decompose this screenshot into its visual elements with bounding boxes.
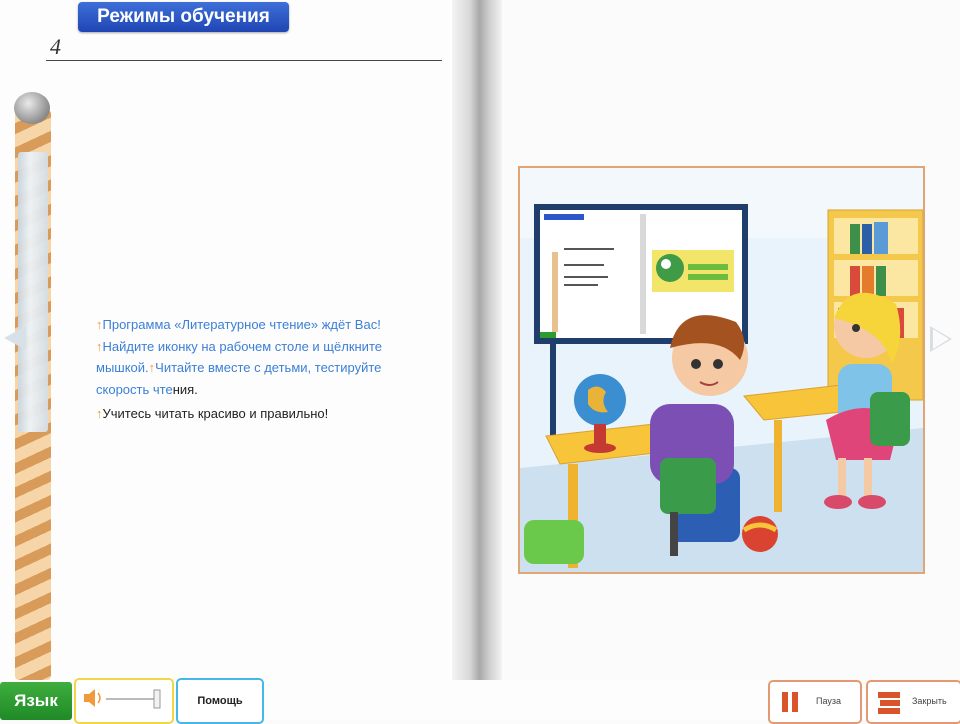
pause-button[interactable] [768, 680, 862, 724]
books-icon [874, 684, 906, 720]
arrow-up-icon: ↑ [148, 360, 156, 375]
arrow-up-icon: ↑ [96, 406, 103, 421]
classroom-illustration [518, 166, 925, 574]
volume-slider-handle[interactable] [154, 690, 160, 708]
header-divider [46, 60, 442, 61]
pause-icon [776, 684, 806, 720]
close-button[interactable] [866, 680, 960, 724]
volume-control[interactable] [74, 678, 174, 724]
arrow-up-icon: ↑ [96, 338, 103, 354]
classroom-scene [520, 168, 923, 572]
paragraph-1: ↑Программа «Литературное чтение» ждёт Вас! [96, 317, 381, 332]
section-title-badge: Режимы обучения [78, 2, 289, 32]
language-button[interactable]: Язык [0, 682, 72, 720]
arrow-up-icon: ↑ [96, 317, 103, 332]
paragraph-3: ↑Учитесь читать красиво и правильно! [96, 406, 329, 421]
instruction-text [96, 314, 426, 425]
ball [742, 516, 778, 552]
page-number: 4 [50, 34, 61, 59]
rope-progress-indicator [18, 152, 48, 432]
rope-top-knob[interactable] [14, 92, 50, 124]
pause-label: Пауза [816, 696, 842, 706]
reading-progress-rope[interactable] [10, 92, 60, 680]
next-page-arrow-icon[interactable] [930, 326, 952, 352]
prev-page-arrow-icon[interactable] [4, 326, 26, 350]
paragraph-2: ↑Найдите иконку на рабочем столе и щёлкните мышкой.↑Читайте вместе с детьми, тестируйте скорость чтения. [96, 338, 382, 397]
speaker-icon[interactable] [84, 689, 100, 707]
backpack [524, 520, 584, 564]
help-button[interactable]: Помощь [176, 678, 264, 724]
volume-slider[interactable] [76, 680, 172, 718]
close-label: Закрыть [912, 696, 947, 706]
book-spine [452, 0, 502, 680]
